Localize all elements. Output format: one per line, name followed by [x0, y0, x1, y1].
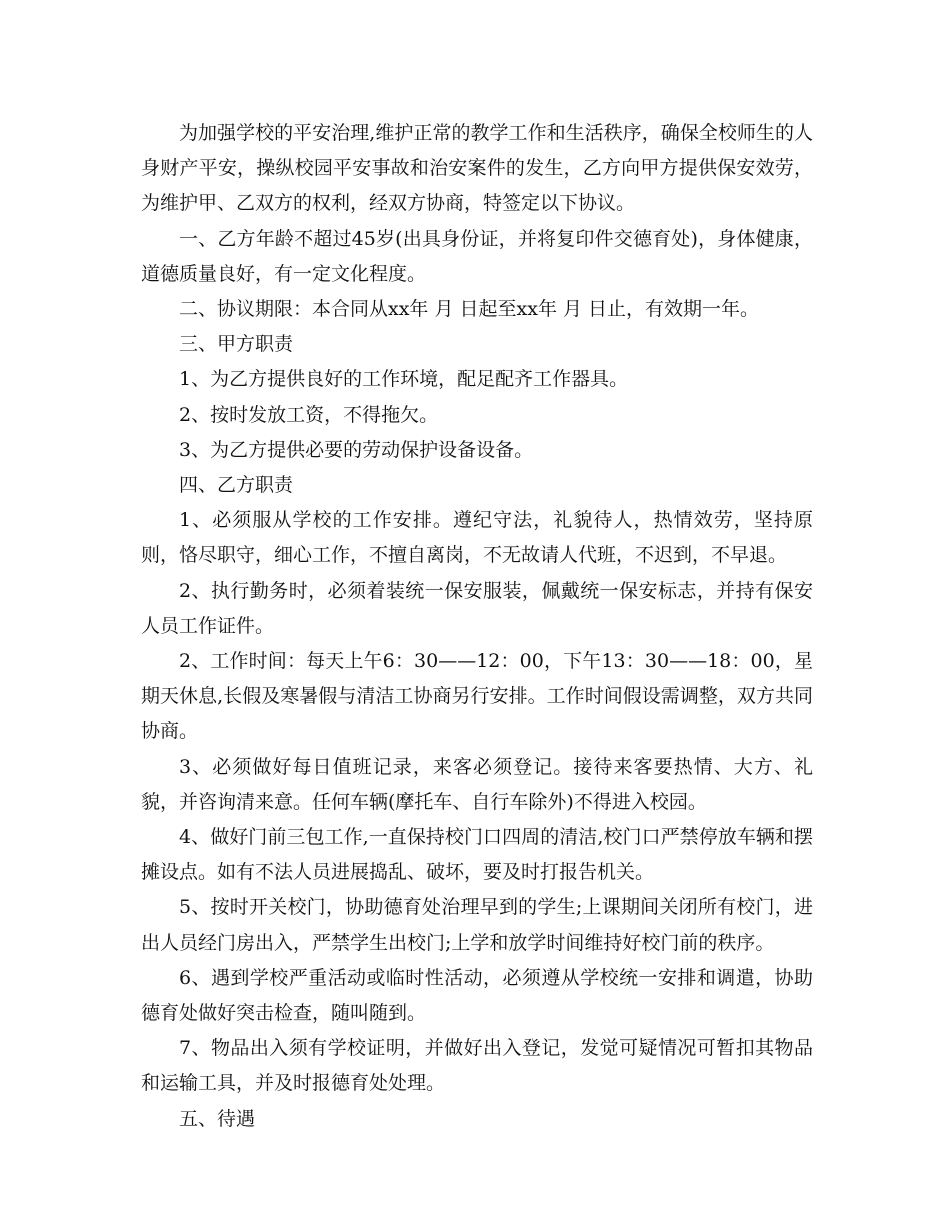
section-heading-party-a: 三、甲方职责 [179, 333, 294, 356]
paragraph-party-a-item-3: 3、为乙方提供必要的劳动保护设备设备。 [179, 438, 534, 461]
paragraph-party-b-item-5: 5、按时开关校门，协助德育处治理早到的学生;上课期间关闭所有校门，进出人员经门房出入，严禁学生出校门;上学和放学时间维持好校门前的秩序。 [141, 896, 813, 954]
paragraph-party-b-item-3: 3、必须做好每日值班记录，来客必须登记。接待来客要热情、大方、礼貌，并咨询清来意。任何车辆(摩托车、自行车除外)不得进入校园。 [141, 755, 813, 813]
paragraph-party-b-item-4: 4、做好门前三包工作,一直保持校门口四周的清洁,校门口严禁停放车辆和摆摊设点。如有不法人员进展捣乱、破坏，要及时打报告机关。 [141, 826, 813, 884]
paragraph-party-a-item-1: 1、为乙方提供良好的工作环境，配足配齐工作器具。 [179, 368, 629, 391]
paragraph-party-b-item-7: 7、物品出入须有学校证明，并做好出入登记，发觉可疑情况可暂扣其物品和运输工具，并及时报德育处处理。 [141, 1037, 813, 1095]
section-heading-party-b: 四、乙方职责 [179, 474, 294, 497]
paragraph-intro: 为加强学校的平安治理,维护正常的教学工作和生活秩序，确保全校师生的人身财产平安，操纵校园平安事故和治安案件的发生，乙方向甲方提供保安效劳，为维护甲、乙双方的权利，经双方协商，特签定以下协议。 [141, 122, 813, 215]
paragraph-clause-1: 一、乙方年龄不超过45岁(出具身份证，并将复印件交德育处)，身体健康，道德质量良好，有一定文化程度。 [141, 227, 813, 285]
paragraph-party-b-item-6: 6、遇到学校严重活动或临时性活动，必须遵从学校统一安排和调遣，协助德育处做好突击检查，随叫随到。 [141, 966, 813, 1025]
paragraph-party-b-item-1: 1、必须服从学校的工作安排。遵纪守法，礼貌待人，热情效劳，坚持原则，恪尽职守，细心工作，不擅自离岗，不无故请人代班，不迟到，不早退。 [141, 509, 813, 567]
section-heading-benefits: 五、待遇 [179, 1107, 256, 1130]
paragraph-party-b-item-2b: 2、工作时间：每天上午6：30——12：00，下午13：30——18：00，星期天休息,长假及寒暑假与清洁工协商另行安排。工作时间假设需调整，双方共同协商。 [141, 650, 813, 743]
document-body [141, 116, 813, 1137]
paragraph-party-a-item-2: 2、按时发放工资，不得拖欠。 [179, 403, 439, 426]
paragraph-party-b-item-2: 2、执行勤务时，必须着装统一保安服装，佩戴统一保安标志，并持有保安人员工作证件。 [141, 579, 813, 637]
paragraph-clause-2: 二、协议期限：本合同从xx年 月 日起至xx年 月 日止，有效期一年。 [179, 298, 760, 321]
